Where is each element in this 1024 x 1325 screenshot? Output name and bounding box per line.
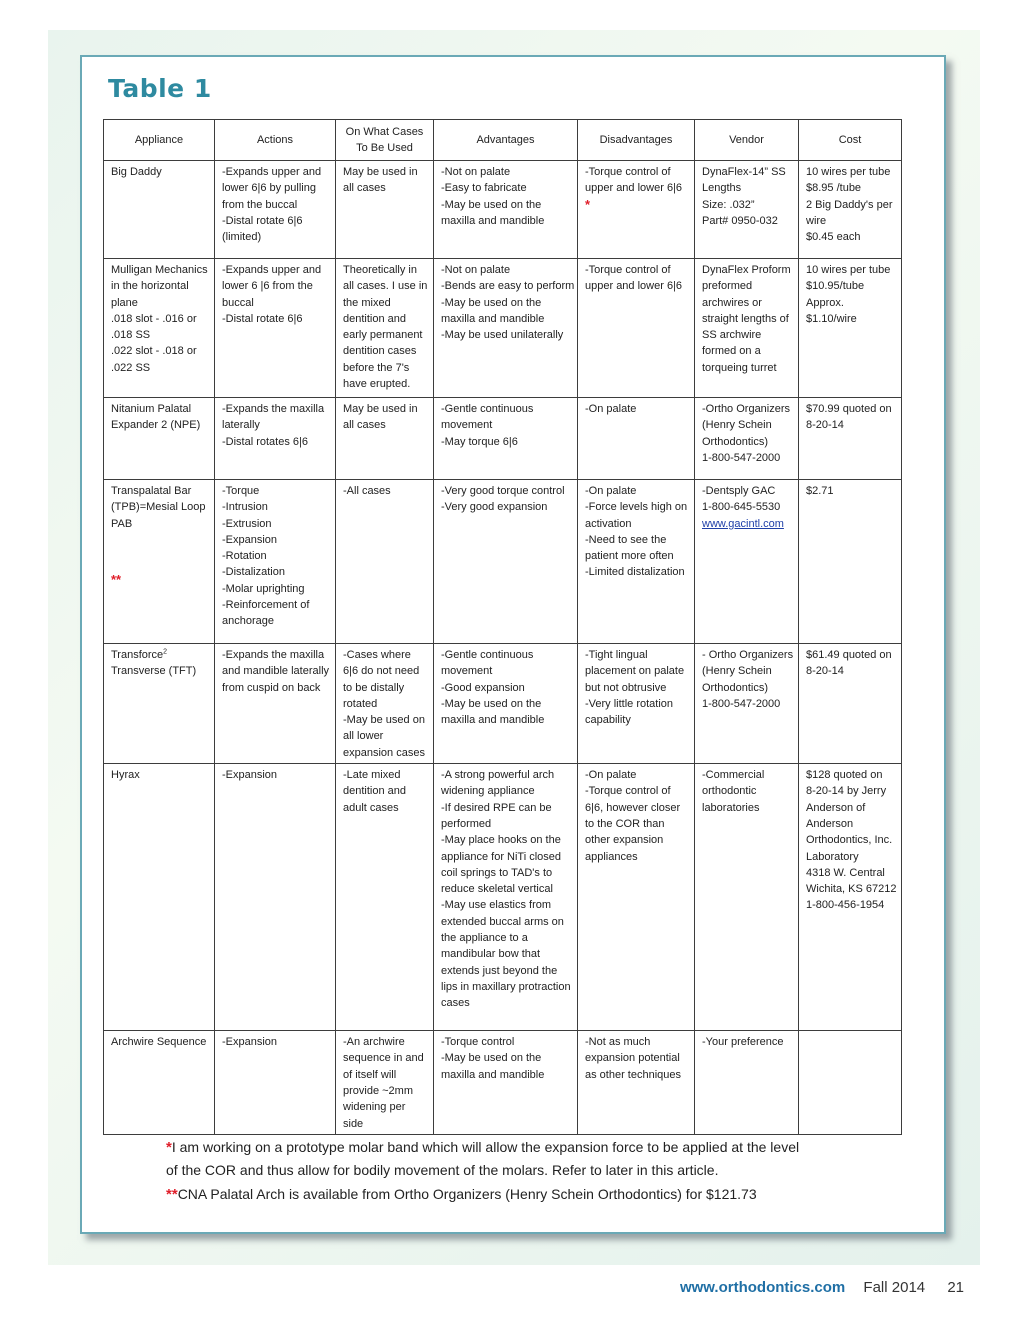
cell-line: (Henry Schein <box>702 419 772 432</box>
cell-line: lips in maxillary protraction <box>441 980 571 993</box>
cell-line: have erupted. <box>343 378 411 391</box>
cell-actions <box>215 480 336 644</box>
cell-line: -Tight lingual <box>585 649 648 661</box>
cell-line: and mandible laterally <box>222 665 330 678</box>
cell-line: -Extrusion <box>222 517 272 530</box>
cell-line: activation <box>585 517 632 530</box>
cell-actions <box>215 1031 336 1135</box>
cell-line: maxilla and mandible <box>441 714 545 727</box>
cell-cost <box>799 161 902 259</box>
cell-line: -Limited distalization <box>585 566 685 579</box>
cell-vendor <box>695 1031 799 1135</box>
cell-line: movement <box>441 665 493 678</box>
cell-line: mandibular bow that <box>441 948 541 961</box>
cell-line: -Expands the maxilla <box>222 403 325 415</box>
table-row <box>104 480 902 644</box>
cell-line: torqueing turret <box>702 361 777 374</box>
footnote-1 <box>166 1136 886 1181</box>
cell-line: -Intrusion <box>222 501 268 514</box>
table-title: Table 1 <box>108 74 212 103</box>
cell-cost <box>799 1031 902 1135</box>
footer-issue: Fall 2014 <box>863 1279 926 1296</box>
cell-line: -May torque 6|6 <box>441 435 518 448</box>
cell-line: widening appliance <box>441 785 535 798</box>
cell-disadvantages <box>578 259 695 398</box>
cell-line: side <box>343 1117 364 1130</box>
cell-line: 8-20-14 <box>806 419 844 432</box>
cell-line: -Dentsply GAC <box>702 485 776 497</box>
cell-vendor <box>695 161 799 259</box>
cell-cost <box>799 259 902 398</box>
cell-line: the appliance to a <box>441 932 528 945</box>
cell-actions <box>215 764 336 1031</box>
table-row <box>104 259 902 398</box>
cell-line: dentition cases <box>343 345 417 358</box>
cell-line: -Very good torque control <box>441 485 565 497</box>
cell-line: -On palate <box>585 403 637 415</box>
cell-line: maxilla and mandible <box>441 312 545 325</box>
cell-line: -May be used unilaterally <box>441 329 564 342</box>
cell-line: from cuspid on back <box>222 681 321 694</box>
cell-line: -Your preference <box>702 1036 784 1049</box>
cell-line: all cases. I use in <box>343 280 428 293</box>
cell-line: -All cases <box>343 485 391 497</box>
cell-line: -Rotation <box>222 550 267 563</box>
cell-line: the mixed <box>343 296 391 309</box>
cell-line: all lower <box>343 730 384 743</box>
cell-appliance <box>104 1031 215 1135</box>
cell-line: 1-800-547-2000 <box>702 697 781 710</box>
cell-line: Hyrax <box>111 769 140 782</box>
cell-vendor <box>695 764 799 1031</box>
cell-line: 8-20-14 <box>806 665 844 678</box>
cell-line: -Easy to fabricate <box>441 182 527 195</box>
cell-line: (limited) <box>222 231 262 244</box>
comparison-table <box>103 119 902 1135</box>
cell-line: buccal <box>222 296 254 309</box>
header-row <box>104 120 902 161</box>
cell-line: -May be used on the <box>441 198 542 211</box>
cell-line: all cases <box>343 419 386 432</box>
cell-appliance <box>104 161 215 259</box>
cell-line: in the horizontal <box>111 280 189 293</box>
cell-vendor <box>695 398 799 480</box>
cell-line: $61.49 quoted on <box>806 649 892 661</box>
cell-line: -Torque control <box>441 1036 515 1049</box>
cell-cases <box>336 161 434 259</box>
cell-line: formed on a <box>702 345 761 358</box>
cell-actions <box>215 398 336 480</box>
cell-line: 10 wires per tube <box>806 264 891 276</box>
cell-appliance <box>104 480 215 644</box>
cell-line: 1-800-456-1954 <box>806 899 885 912</box>
cell-line: as other techniques <box>585 1068 682 1081</box>
cell-line: 4318 W. Central <box>806 866 885 879</box>
cell-line: -May be used on the <box>441 1052 542 1065</box>
cell-line: sequence in and <box>343 1052 424 1065</box>
cell-line: Theoretically in <box>343 264 417 276</box>
cell-advantages <box>434 644 578 764</box>
footnote-2-text: CNA Palatal Arch is available from Ortho Organizers (Henry Schein Orthodontics) for $121.73 <box>177 1186 757 1202</box>
cell-line: expansion potential <box>585 1052 680 1065</box>
cell-disadvantages <box>578 480 695 644</box>
double-asterisk-mark: ** <box>111 571 122 587</box>
cell-line: -Distal rotate 6|6 <box>222 312 303 325</box>
cell-cases <box>336 1031 434 1135</box>
cell-line: before the 7's <box>343 361 410 374</box>
col-header-vendor: Vendor <box>695 120 799 161</box>
cell-line: Approx. <box>806 296 844 309</box>
cell-line: laboratories <box>702 801 760 814</box>
cell-line: -Not on palate <box>441 166 511 178</box>
table-row <box>104 1031 902 1135</box>
footnote-1-line-2: of the COR and thus allow for bodily movement of the molars. Refer to later in this article. <box>166 1162 719 1178</box>
cell-actions <box>215 161 336 259</box>
cell-line: -Expands the maxilla <box>222 649 325 661</box>
cell-advantages <box>434 161 578 259</box>
cell-line: (Henry Schein <box>702 665 772 678</box>
cell-line: $0.45 each <box>806 231 861 244</box>
cell-line: 8-20-14 by Jerry <box>806 785 887 798</box>
cell-advantages <box>434 398 578 480</box>
cell-line: -Need to see the <box>585 533 667 546</box>
table-row <box>104 764 902 1031</box>
cell-line: 6|6 do not need <box>343 665 420 678</box>
cell-line: -Not as much <box>585 1036 651 1049</box>
cell-line: placement on palate <box>585 665 685 678</box>
cell-line: performed <box>441 817 492 830</box>
cell-line: -Expands upper and <box>222 264 322 276</box>
cell-line: -Distal rotates 6|6 <box>222 435 309 448</box>
cell-line: -On palate <box>585 769 637 782</box>
cell-cases <box>336 764 434 1031</box>
cell-line: anchorage <box>222 615 274 628</box>
cell-line: Wichita, KS 67212 <box>806 883 897 896</box>
cell-line: -Very little rotation <box>585 697 674 710</box>
cell-actions <box>215 644 336 764</box>
cell-line: Anderson of <box>806 801 866 814</box>
cell-line: 6|6, however closer <box>585 801 681 814</box>
cell-line: of itself will <box>343 1068 397 1081</box>
cell-line: preformed <box>702 280 753 293</box>
cell-appliance <box>104 644 215 764</box>
cell-line: Orthodontics) <box>702 435 769 448</box>
cell-line: -Gentle continuous <box>441 403 534 415</box>
cell-cost <box>799 398 902 480</box>
cell-line: (TPB)=Mesial Loop <box>111 501 206 514</box>
cell-vendor <box>695 480 799 644</box>
cell-line: -Torque <box>222 485 260 497</box>
cell-line: Nitanium Palatal <box>111 403 192 415</box>
cell-line: 2 Big Daddy's per <box>806 198 893 211</box>
footnote-1-line-1: I am working on a prototype molar band which will allow the expansion force to be applied at the level <box>171 1139 800 1155</box>
col-header-cost: Cost <box>799 120 902 161</box>
cell-advantages <box>434 764 578 1031</box>
cell-line: widening per <box>343 1101 406 1114</box>
page-number: 21 <box>947 1279 964 1296</box>
cell-line: orthodontic <box>702 785 757 798</box>
cell-line: -Commercial <box>702 769 765 782</box>
cell-cost <box>799 764 902 1031</box>
vendor-website-link[interactable]: www.gacintl.com <box>702 517 784 530</box>
table-row <box>104 161 902 259</box>
cell-disadvantages <box>578 161 695 259</box>
cell-vendor <box>695 259 799 398</box>
cell-line: rotated <box>343 697 378 710</box>
cell-line: maxilla and mandible <box>441 1068 545 1081</box>
cell-line: -May be used on the <box>441 296 542 309</box>
cell-line: plane <box>111 296 138 309</box>
cell-line: -Gentle continuous <box>441 649 534 661</box>
cell-line: PAB <box>111 517 133 530</box>
cell-appliance <box>104 764 215 1031</box>
cell-line: 1-800-645-5530 <box>702 501 781 514</box>
cell-line: from the buccal <box>222 198 298 211</box>
cell-line: Expander 2 (NPE) <box>111 419 201 432</box>
cell-disadvantages <box>578 644 695 764</box>
cell-line: -Very good expansion <box>441 501 548 514</box>
footer-url-link[interactable]: www.orthodontics.com <box>679 1279 846 1296</box>
cell-line: coil springs to TAD's to <box>441 866 553 879</box>
cell-appliance <box>104 398 215 480</box>
col-header-advantages: Advantages <box>434 120 578 161</box>
cell-advantages <box>434 480 578 644</box>
single-asterisk-mark: * <box>585 196 591 212</box>
cell-line: Orthodontics, Inc. <box>806 834 893 847</box>
footnotes <box>166 1136 886 1206</box>
cell-line: -Bends are easy to perform <box>441 280 575 293</box>
cell-line: Transverse (TFT) <box>111 665 197 678</box>
cell-line: -An archwire <box>343 1036 405 1049</box>
cell-line: .018 SS <box>111 329 151 342</box>
cell-line: -Not on palate <box>441 264 511 276</box>
cell-line: dentition and <box>343 785 406 798</box>
cell-line: Big Daddy <box>111 166 162 178</box>
cell-line: Laboratory <box>806 850 859 863</box>
cell-line: .018 slot - .016 or <box>111 312 197 325</box>
cell-line: but not obtrusive <box>585 681 667 694</box>
cell-line: adult cases <box>343 801 399 814</box>
col-header-cases: On What Cases To Be Used <box>336 120 434 161</box>
superscript-mark: 2 <box>163 648 168 656</box>
cell-line: Transforce <box>111 649 164 661</box>
cell-line: -May be used on the <box>441 697 542 710</box>
cell-line: early permanent <box>343 329 423 342</box>
cell-line: extended buccal arms on <box>441 915 564 928</box>
cell-line: extends just beyond the <box>441 964 558 977</box>
cell-line: .022 SS <box>111 361 151 374</box>
cell-line: archwires or <box>702 296 762 309</box>
cell-cost <box>799 480 902 644</box>
table-row <box>104 644 902 764</box>
cell-line: $1.10/wire <box>806 312 857 325</box>
cell-cost <box>799 644 902 764</box>
cell-disadvantages <box>578 398 695 480</box>
cell-line: expansion cases <box>343 746 425 759</box>
page-footer <box>680 1279 964 1296</box>
col-header-actions: Actions <box>215 120 336 161</box>
cell-line: SS archwire <box>702 329 762 342</box>
cell-line: other expansion <box>585 834 664 847</box>
cell-line: lower 6 |6 from the <box>222 280 313 293</box>
cell-advantages <box>434 259 578 398</box>
cell-actions <box>215 259 336 398</box>
cell-line: -Force levels high on <box>585 501 688 514</box>
cell-line: -Expansion <box>222 533 278 546</box>
cell-line: -Expands upper and <box>222 166 322 178</box>
cell-line: -Molar uprighting <box>222 582 305 595</box>
col-header-appliance: Appliance <box>104 120 215 161</box>
cell-line: appliances <box>585 850 638 863</box>
cell-line: Orthodontics) <box>702 681 769 694</box>
cell-line: $10.95/tube <box>806 280 865 293</box>
cell-line: -Distalization <box>222 566 285 579</box>
cell-line: -Distal rotate 6|6 <box>222 214 303 227</box>
cell-cases <box>336 644 434 764</box>
cell-line: $2.71 <box>806 485 834 497</box>
cell-line: Mulligan Mechanics <box>111 264 208 276</box>
cell-line: May be used in <box>343 403 418 415</box>
cell-line: movement <box>441 419 493 432</box>
cell-line: Lengths <box>702 182 742 195</box>
cell-line: -Cases where <box>343 649 411 661</box>
cell-line: capability <box>585 714 631 727</box>
cell-line: -A strong powerful arch <box>441 769 555 782</box>
cell-advantages <box>434 1031 578 1135</box>
cell-line: lower 6|6 by pulling <box>222 182 316 195</box>
cell-line: -Reinforcement of <box>222 599 310 612</box>
cell-line: -Late mixed <box>343 769 401 782</box>
cell-line: DynaFlex-14” SS <box>702 166 786 178</box>
footnote-2 <box>166 1183 886 1206</box>
cell-line: -Ortho Organizers <box>702 403 791 415</box>
cell-line: 10 wires per tube <box>806 166 891 178</box>
cell-vendor <box>695 644 799 764</box>
cell-line: -May place hooks on the <box>441 834 561 847</box>
cell-line: reduce skeletal vertical <box>441 883 553 896</box>
cell-line: -Torque control of <box>585 785 671 798</box>
cell-line: cases <box>441 997 470 1010</box>
double-asterisk-mark: ** <box>166 1186 178 1203</box>
cell-line: maxilla and mandible <box>441 214 545 227</box>
cell-line: laterally <box>222 419 260 432</box>
cell-line: .022 slot - .018 or <box>111 345 197 358</box>
cell-line: upper and lower 6|6 <box>585 280 683 293</box>
cell-cases <box>336 398 434 480</box>
cell-line: wire <box>806 214 827 227</box>
cell-line: -Good expansion <box>441 681 525 694</box>
table-row <box>104 398 902 480</box>
cell-cases <box>336 480 434 644</box>
cell-line: -If desired RPE can be <box>441 801 552 814</box>
cell-line: Anderson <box>806 817 854 830</box>
cell-line: all cases <box>343 182 386 195</box>
cell-line: Transpalatal Bar <box>111 485 192 497</box>
cell-line: $8.95 /tube <box>806 182 862 195</box>
cell-line: $70.99 quoted on <box>806 403 892 415</box>
cell-line: May be used in <box>343 166 418 178</box>
cell-disadvantages <box>578 764 695 1031</box>
cell-line: DynaFlex Proform <box>702 264 791 276</box>
cell-line: upper and lower 6|6 <box>585 182 683 195</box>
cell-line: to be distally <box>343 681 405 694</box>
cell-line: -On palate <box>585 485 637 497</box>
cell-line: - Ortho Organizers <box>702 649 794 661</box>
cell-line: Archwire Sequence <box>111 1036 207 1049</box>
cell-line: 1-800-547-2000 <box>702 451 781 464</box>
cell-line: -Torque control of <box>585 264 671 276</box>
cell-appliance <box>104 259 215 398</box>
cell-line: -Expansion <box>222 1036 278 1049</box>
cell-line: patient more often <box>585 550 674 563</box>
cell-line: Size: .032” <box>702 198 755 211</box>
cell-line: Part# 0950-032 <box>702 214 778 227</box>
single-asterisk-mark: * <box>166 1139 172 1156</box>
cell-line: $128 quoted on <box>806 769 883 782</box>
cell-line: straight lengths of <box>702 312 789 325</box>
cell-line: -May use elastics from <box>441 899 552 912</box>
cell-line: -May be used on <box>343 714 425 727</box>
cell-line: dentition and <box>343 312 406 325</box>
cell-line: provide ~2mm <box>343 1084 414 1097</box>
cell-line: -Torque control of <box>585 166 671 178</box>
col-header-disadvantages: Disadvantages <box>578 120 695 161</box>
cell-disadvantages <box>578 1031 695 1135</box>
cell-cases <box>336 259 434 398</box>
cell-line: appliance for NiTi closed <box>441 850 562 863</box>
cell-line: -Expansion <box>222 769 278 782</box>
cell-line: to the COR than <box>585 817 665 830</box>
